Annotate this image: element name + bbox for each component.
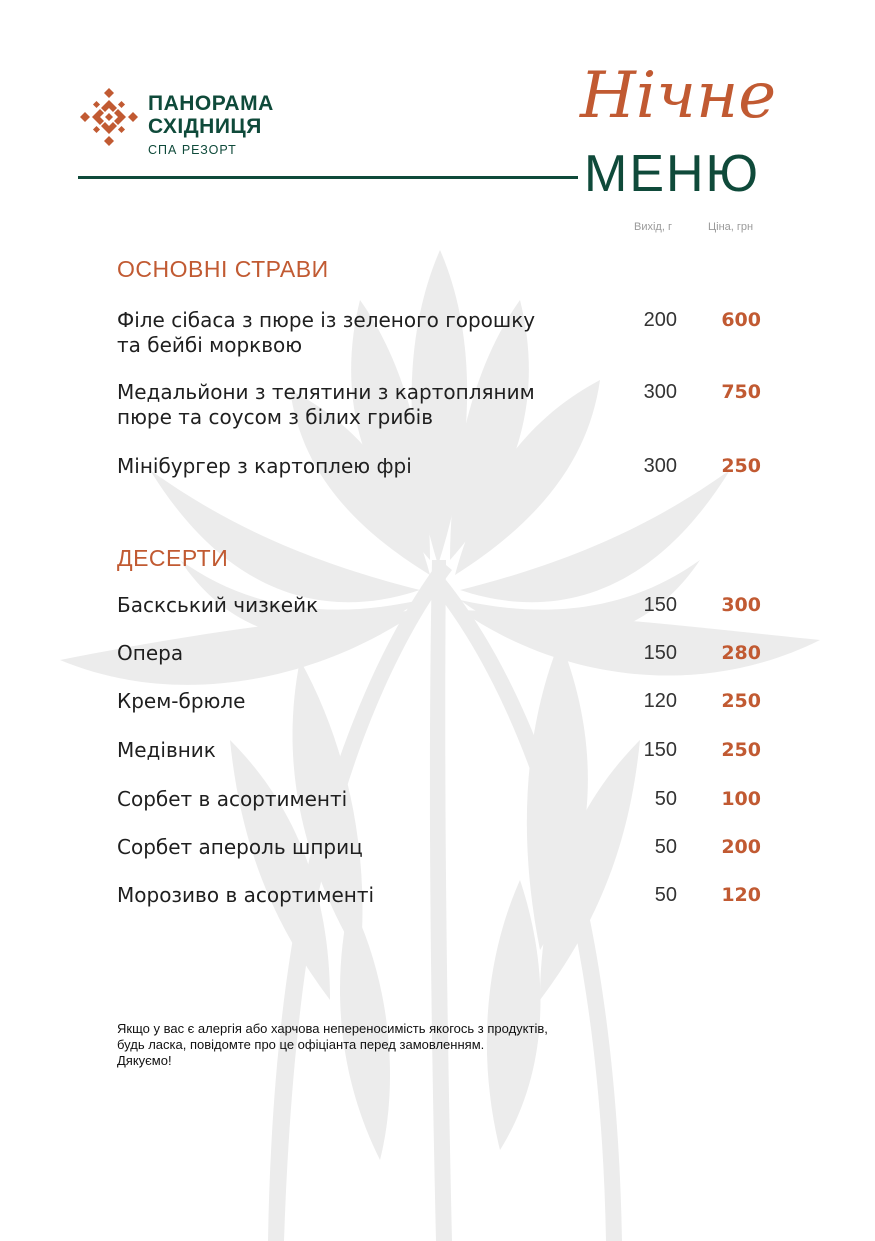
brand-name-line2: СХІДНИЦЯ [148,115,262,138]
menu-title-script: Нічне [580,59,777,133]
menu-item-weight: 50 [654,788,677,810]
menu-item-name: Мінібургер з картоплею фрі [117,454,412,478]
column-header-weight: Вихід, г [634,221,672,233]
menu-item-price: 250 [721,455,761,477]
allergy-footnote: Якщо у вас є алергія або харчова непереносимість якогось з продуктів, будь ласка, повідомте про це офіціанта перед замовленням. Дякуємо! [117,1021,548,1068]
menu-item-name: Крем-брюле [117,689,246,713]
menu-item-weight: 50 [654,884,677,906]
menu-item-name: Баскський чизкейк [117,593,319,617]
menu-item-price: 300 [721,594,761,616]
menu-item-weight: 120 [643,690,677,712]
menu-item-weight: 150 [643,739,677,761]
menu-item-name: Опера [117,641,184,665]
menu-item-price: 280 [721,642,761,664]
column-header-price: Ціна, грн [708,221,754,233]
brand-logo [78,86,308,166]
menu-item-name: Морозиво в асортименті [117,883,375,907]
menu-item-weight: 150 [643,642,677,664]
menu-item-name: Сорбет апероль шприц [117,835,363,859]
brand-name-line1: ПАНОРАМА [148,92,274,115]
menu-item-weight: 200 [643,309,677,331]
menu-title-main: МЕНЮ [584,145,761,203]
menu-item-price: 120 [721,884,761,906]
menu-item-weight: 50 [654,836,677,858]
ornament-diamond-icon [78,86,140,148]
section-title-desserts: ДЕСЕРТИ [117,545,229,571]
menu-item-name: Медівник [117,738,216,762]
menu-item-weight: 300 [643,455,677,477]
menu-item-price: 600 [721,309,761,331]
menu-item-name: Сорбет в асортименті [117,787,348,811]
section-title-main-dishes: ОСНОВНІ СТРАВИ [117,256,329,282]
header-divider [78,176,578,179]
menu-item-price: 250 [721,690,761,712]
brand-subtitle: СПА РЕЗОРТ [148,143,237,157]
menu-item-weight: 300 [643,381,677,403]
menu-item-price: 750 [721,381,761,403]
menu-item-weight: 150 [643,594,677,616]
menu-item-price: 250 [721,739,761,761]
menu-item-name: Медальйони з телятини з картопляним пюре та соусом з білих грибів [117,380,535,429]
menu-item-name: Філе сібаса з пюре із зеленого горошку та бейбі морквою [117,308,536,357]
menu-item-price: 200 [721,836,761,858]
menu-item-price: 100 [721,788,761,810]
